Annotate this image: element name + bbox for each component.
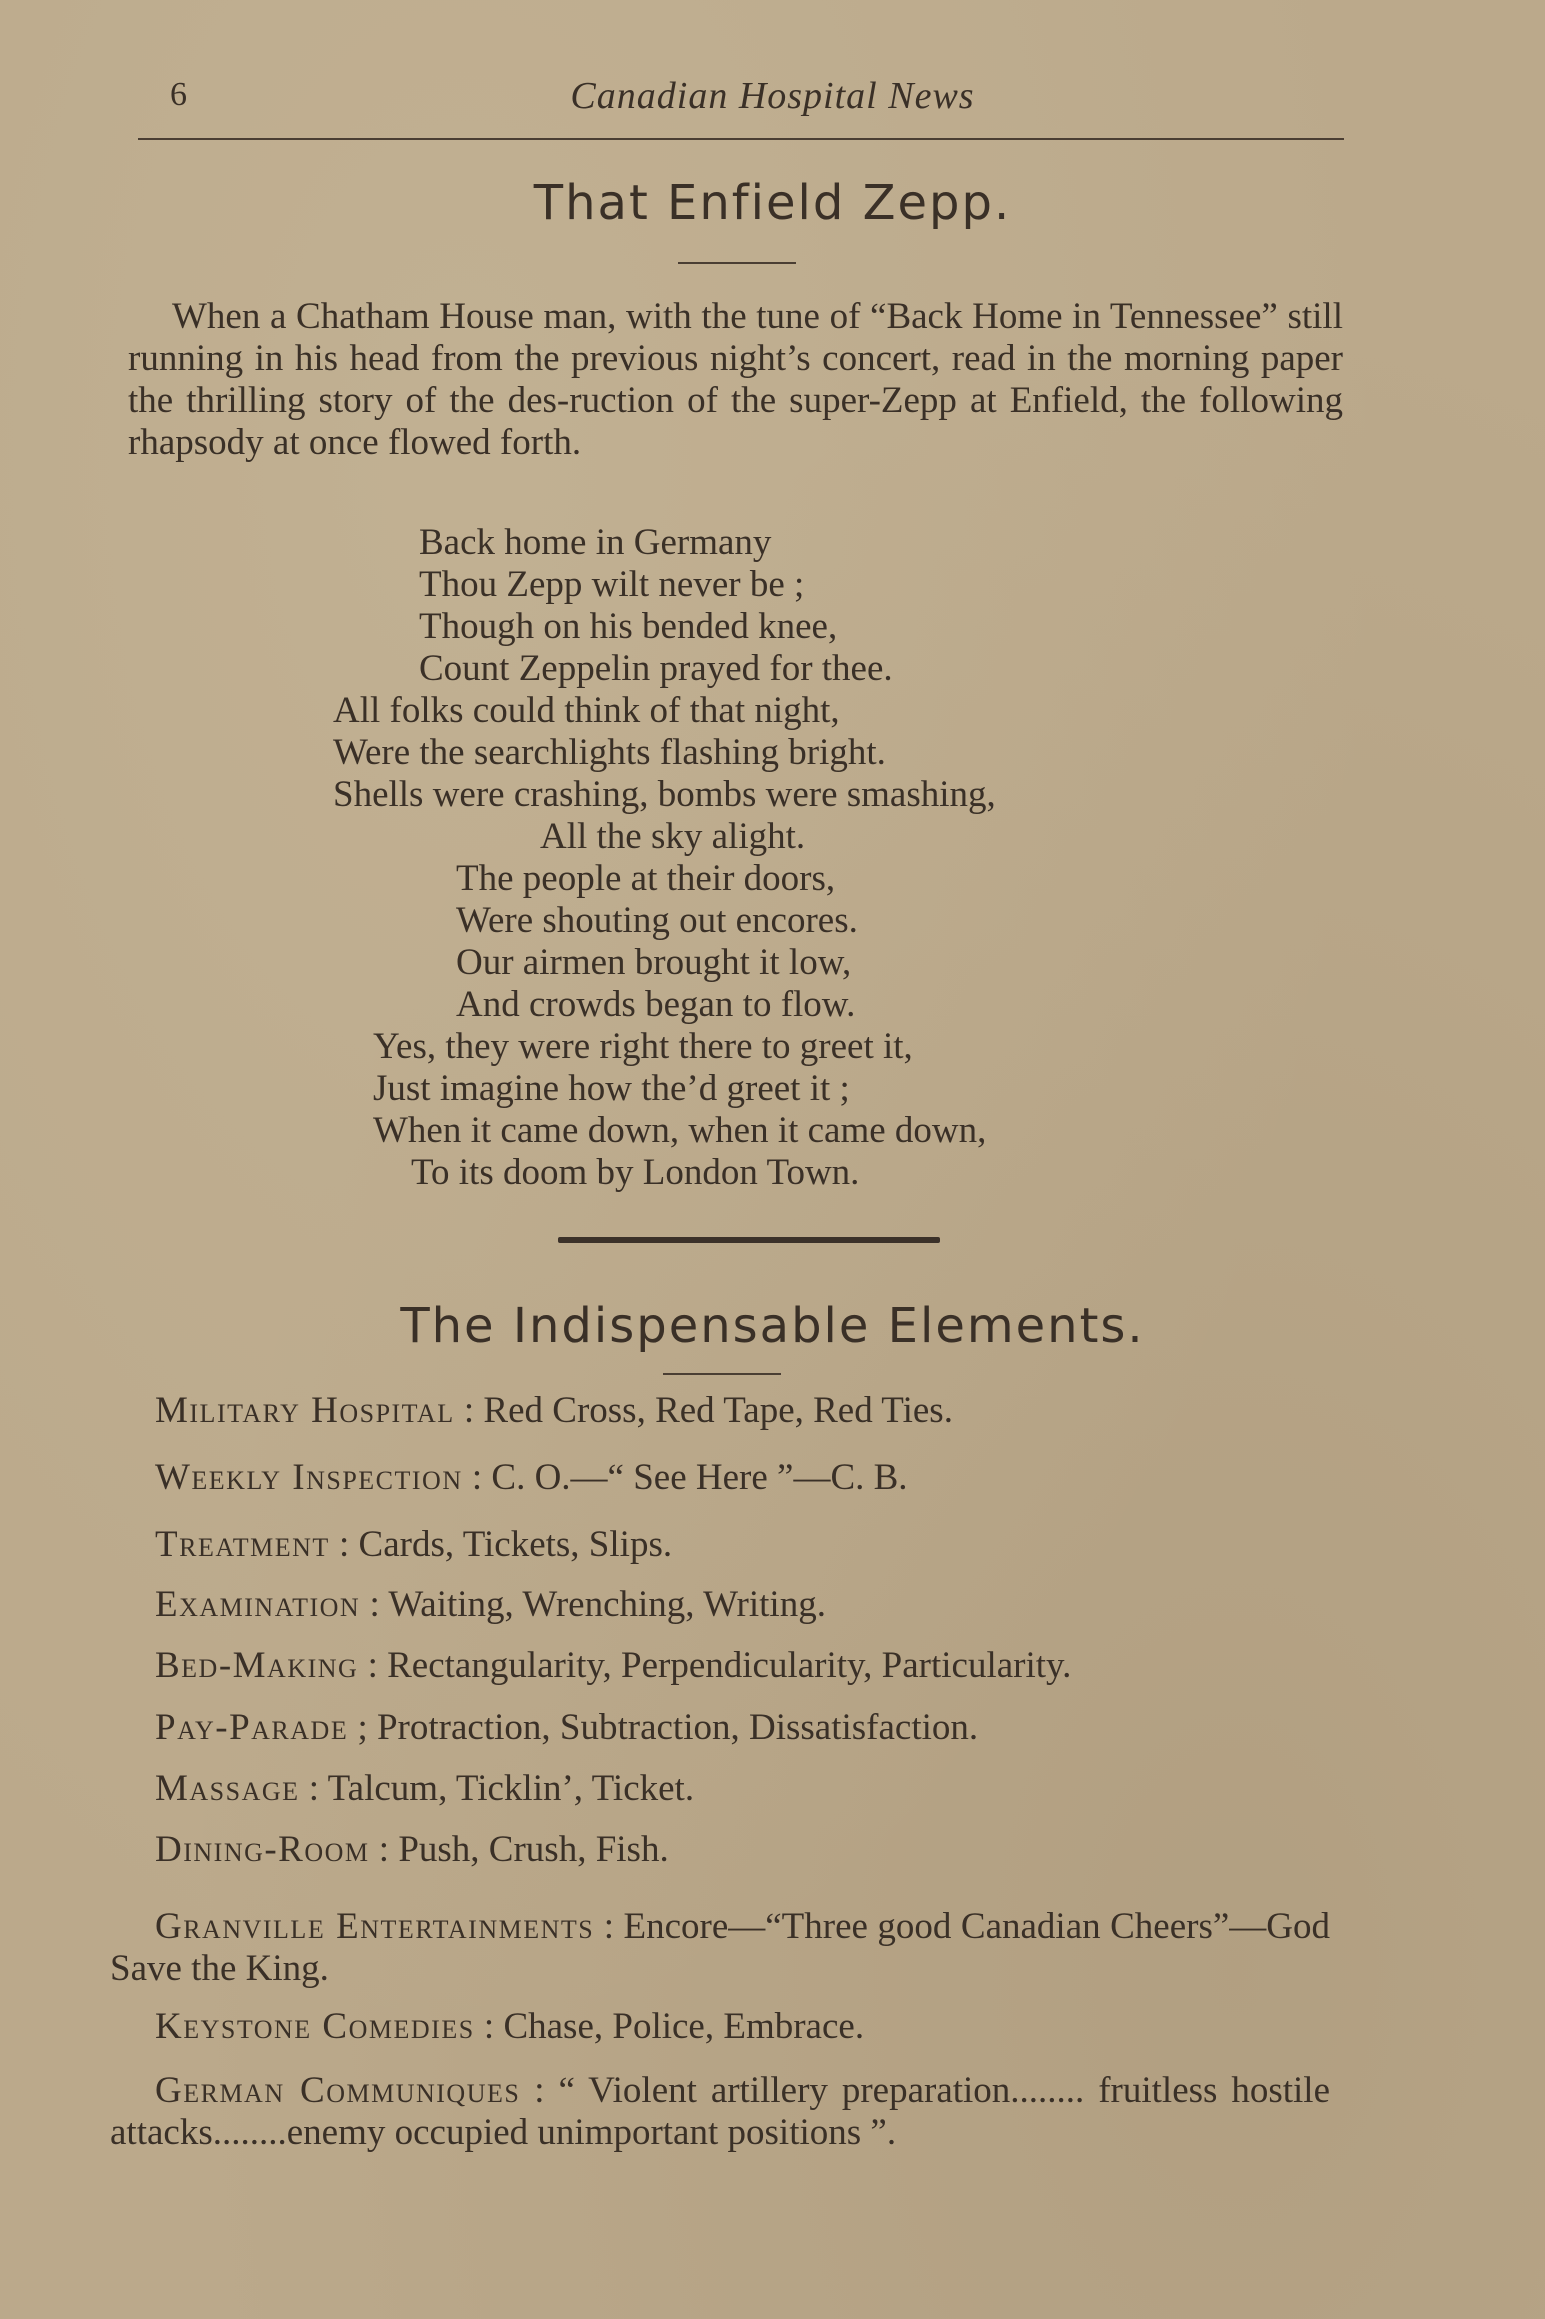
intro-text: When a Chatham House man, with the tune of “Back Home in Tennessee” still running in his head from the previous night’s concert, read in the morning paper the thrilling story of the des-ruction of the super-Zepp at Enfield, the following rhapsody at once flowed forth. xyxy=(128,296,1343,463)
list-item xyxy=(155,1584,1375,1626)
poem-line: The people at their doors, xyxy=(456,858,836,899)
poem-line: Our airmen brought it low, xyxy=(456,942,852,983)
item-text: Waiting, Wrenching, Writing. xyxy=(388,1584,826,1625)
poem-line: Yes, they were right there to greet it, xyxy=(373,1026,913,1067)
item-term: Examination xyxy=(155,1584,361,1625)
item-text: Cards, Tickets, Slips. xyxy=(358,1524,673,1565)
header-rule xyxy=(138,138,1344,140)
item-term: Granville Entertainments xyxy=(155,1906,595,1947)
section-divider xyxy=(558,1237,940,1243)
poem-line: All folks could think of that night, xyxy=(333,690,840,731)
poem-line: When it came down, when it came down, xyxy=(373,1110,987,1151)
list-item xyxy=(155,1457,1375,1499)
poem-line: Were the searchlights flashing bright. xyxy=(333,732,886,773)
running-title: Canadian Hospital News xyxy=(570,75,975,117)
item-term: German Communiques xyxy=(155,2070,521,2111)
poem-line: Back home in Germany xyxy=(419,522,772,563)
article-title-indispensable-elements: The Indispensable Elements. xyxy=(400,1298,1145,1354)
poem-line: Were shouting out encores. xyxy=(456,900,858,941)
item-separator: : xyxy=(358,1645,388,1686)
list-item xyxy=(155,1390,1375,1432)
item-separator: : xyxy=(520,2070,559,2111)
item-term: Massage xyxy=(155,1768,300,1809)
poem-line: Count Zeppelin prayed for thee. xyxy=(419,648,893,689)
page-number: 6 xyxy=(170,76,187,113)
item-text: “ Violent artillery preparation........ fruitless hostile attacks........enemy occupied unimportant positions ”. xyxy=(110,2070,1331,2153)
item-term: Pay-Parade xyxy=(155,1707,349,1748)
item-term: Military Hospital xyxy=(155,1390,455,1431)
item-separator: : xyxy=(454,1390,484,1431)
item-text: Push, Crush, Fish. xyxy=(398,1829,669,1870)
list-item xyxy=(155,2006,1375,2048)
list-item xyxy=(110,1906,1330,1990)
intro-paragraph xyxy=(128,296,1343,464)
list-item xyxy=(155,1707,1375,1749)
item-term: Weekly Inspection xyxy=(155,1457,463,1498)
poem-line: Shells were crashing, bombs were smashing, xyxy=(333,774,996,815)
item-separator: : xyxy=(462,1457,492,1498)
item-separator: : xyxy=(474,2006,504,2047)
title-divider xyxy=(678,262,796,264)
poem-line: All the sky alight. xyxy=(540,816,806,857)
list-item xyxy=(155,1768,1375,1810)
item-text: Red Cross, Red Tape, Red Ties. xyxy=(483,1390,953,1431)
item-term: Keystone Comedies xyxy=(155,2006,475,2047)
article-title-enfield-zepp: That Enfield Zepp. xyxy=(533,175,1012,231)
item-text: C. O.—“ See Here ”—C. B. xyxy=(491,1457,908,1498)
item-separator: : xyxy=(329,1524,359,1565)
poem-line: Thou Zepp wilt never be ; xyxy=(419,564,805,605)
poem-line: And crowds began to flow. xyxy=(456,984,856,1025)
list-item xyxy=(155,1645,1375,1687)
item-separator: : xyxy=(369,1829,399,1870)
item-separator: : xyxy=(360,1584,389,1625)
item-separator: : xyxy=(299,1768,328,1809)
item-text: Rectangularity, Perpendicularity, Particularity. xyxy=(387,1645,1072,1686)
poem-line: Though on his bended knee, xyxy=(419,606,838,647)
item-text: Talcum, Ticklin’, Ticket. xyxy=(327,1768,695,1809)
item-separator: : xyxy=(594,1906,624,1947)
item-text: Chase, Police, Embrace. xyxy=(503,2006,865,2047)
item-text: Encore—“Three good Canadian Cheers”—God Save the King. xyxy=(110,1906,1330,1989)
list-item xyxy=(155,1524,1375,1566)
list-item xyxy=(110,2070,1330,2154)
poem-line: Just imagine how the’d greet it ; xyxy=(373,1068,850,1109)
poem-line: To its doom by London Town. xyxy=(411,1152,860,1193)
title-divider xyxy=(663,1373,781,1375)
item-term: Bed-Making xyxy=(155,1645,359,1686)
list-item xyxy=(155,1829,1375,1871)
item-text: Protraction, Subtraction, Dissatisfaction. xyxy=(376,1707,979,1748)
item-term: Treatment xyxy=(155,1524,330,1565)
item-term: Dining-Room xyxy=(155,1829,370,1870)
item-separator: ; xyxy=(348,1707,377,1748)
